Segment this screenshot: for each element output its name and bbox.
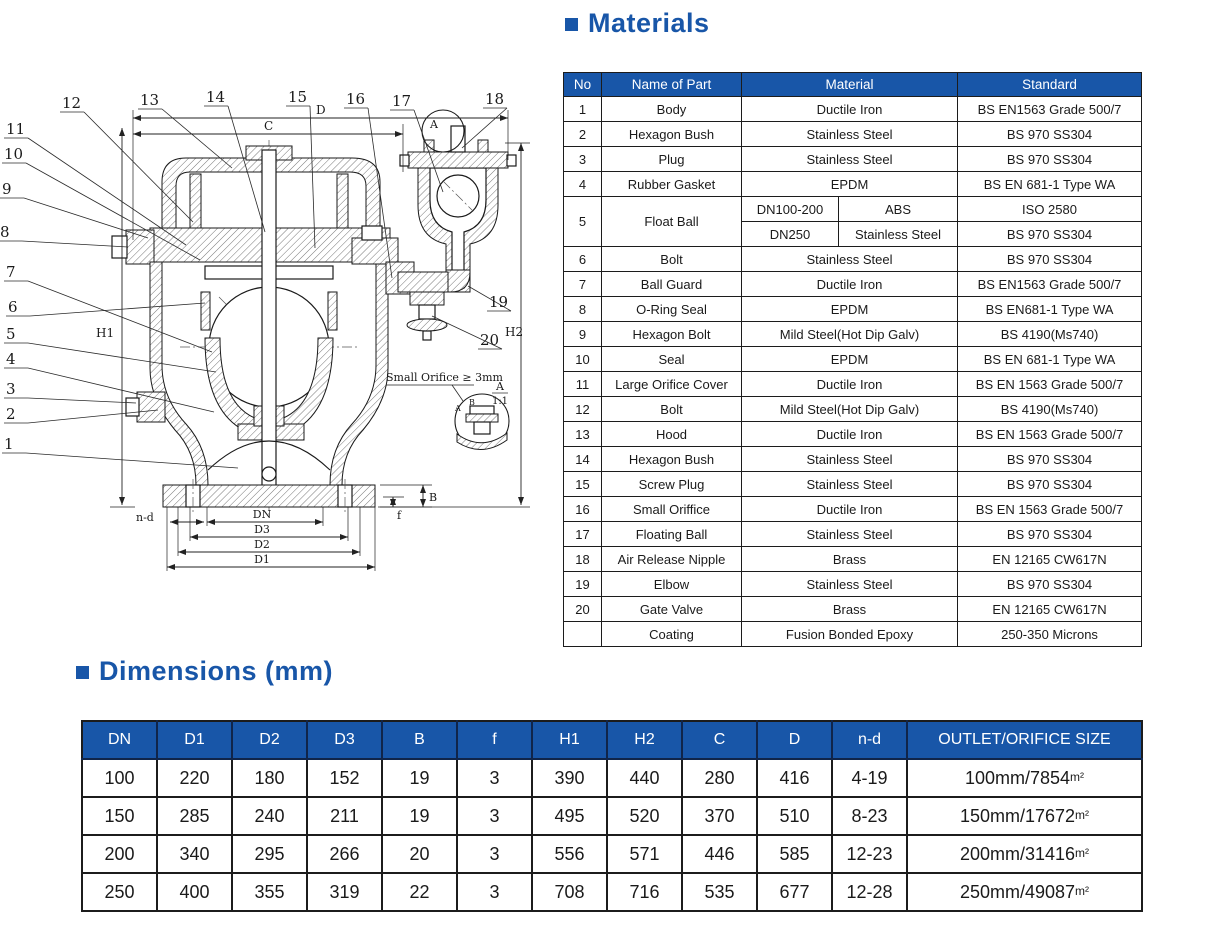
cell-dimension: 3 [457,797,532,835]
cell-dimension: 200mm/31416m² [907,835,1142,873]
cell-material: EPDM [742,297,958,322]
cell-no: 8 [564,297,602,322]
cell-no: 19 [564,572,602,597]
av-bolt-right [478,140,488,152]
col-header: OUTLET/ORIFICE SIZE [907,721,1142,759]
callout-number: 8 [0,223,10,241]
cell-part: Small Oriffice [602,497,742,522]
cell-dimension: 180 [232,759,307,797]
table-row [564,247,1142,272]
cell-part: Bolt [602,397,742,422]
cell-dimension: 22 [382,873,457,911]
square-bullet-icon [76,666,89,679]
section-a-label: A [430,118,438,131]
col-header-part: Name of Part [602,73,742,97]
cell-dimension: 3 [457,873,532,911]
cell-dimension: 285 [157,797,232,835]
dim-label-f: f [397,509,402,522]
cell-dimension: 4-19 [832,759,907,797]
cover-stud-left [190,174,201,236]
cell-dimension: 416 [757,759,832,797]
cell-no: 10 [564,347,602,372]
cell-dimension: 3 [457,835,532,873]
col-header: H2 [607,721,682,759]
cell-dimension: 150 [82,797,157,835]
small-orifice-detail [386,371,509,450]
callout-number: 1 [4,435,14,453]
cell-part: Floating Ball [602,522,742,547]
cell-no: 7 [564,272,602,297]
valve-technical-drawing [0,80,560,600]
cell-standard: BS EN1563 Grade 500/7 [958,97,1142,122]
cell-part: Bolt [602,247,742,272]
cell-material: ABS [839,197,958,222]
cell-part: Screw Plug [602,472,742,497]
dim-label-b: B [429,491,438,504]
cell-part: Ball Guard [602,272,742,297]
cell-material: EPDM [742,347,958,372]
cell-material: Stainless Steel [742,472,958,497]
materials-title [565,8,710,39]
cell-dimension: 220 [157,759,232,797]
cell-dimension: 19 [382,759,457,797]
cell-standard: BS 970 SS304 [958,472,1142,497]
cell-standard: BS EN 1563 Grade 500/7 [958,372,1142,397]
table-row [564,572,1142,597]
cell-part: Float Ball [602,197,742,247]
cell-standard: BS 970 SS304 [958,522,1142,547]
table-row [564,497,1142,522]
cell-part: Coating [602,622,742,647]
callout-leader [310,106,315,248]
callout-number: 13 [140,91,160,109]
cell-dimension: 340 [157,835,232,873]
cell-dimension: 152 [307,759,382,797]
cell-dimension: 319 [307,873,382,911]
detail-label: A [496,380,504,393]
cell-material: Stainless Steel [742,247,958,272]
callout-number: 12 [62,94,82,112]
cell-standard: EN 12165 CW617N [958,597,1142,622]
cell-dimension: 390 [532,759,607,797]
cell-part: Plug [602,147,742,172]
table-row [564,447,1142,472]
cell-no: 9 [564,322,602,347]
table-row [564,172,1142,197]
cell-dimension: 240 [232,797,307,835]
table-row [564,622,1142,647]
square-meter-unit: m² [1075,883,1090,898]
cell-no [564,622,602,647]
callout-leader [28,281,212,352]
cell-dimension: 100 [82,759,157,797]
col-header: B [382,721,457,759]
cell-material: Stainless Steel [742,122,958,147]
cell-no: 14 [564,447,602,472]
cell-standard: BS EN 1563 Grade 500/7 [958,422,1142,447]
cell-standard: BS 970 SS304 [958,222,1142,247]
cell-dimension: 150mm/17672m² [907,797,1142,835]
callout-number: 7 [6,263,16,281]
cell-part: Rubber Gasket [602,172,742,197]
cell-material: Brass [742,547,958,572]
dim-label-dn: DN [252,508,272,521]
cell-part: Hexagon Bush [602,122,742,147]
cell-standard: BS 970 SS304 [958,247,1142,272]
col-header: D [757,721,832,759]
cell-dimension: 440 [607,759,682,797]
cell-material: Mild Steel(Hot Dip Galv) [742,322,958,347]
callout-number: 18 [485,90,505,108]
cell-standard: BS EN 1563 Grade 500/7 [958,497,1142,522]
table-row [564,597,1142,622]
dim-label-nd: n-d [136,511,154,524]
col-header: DN [82,721,157,759]
cell-standard: BS 970 SS304 [958,572,1142,597]
stem-ball-end [262,467,276,481]
cell-no: 3 [564,147,602,172]
cell-no: 20 [564,597,602,622]
table-row [564,322,1142,347]
cell-part: Elbow [602,572,742,597]
table-row [564,272,1142,297]
cell-no: 13 [564,422,602,447]
cell-no: 4 [564,172,602,197]
callout-number: 19 [489,293,509,311]
cell-dimension: 355 [232,873,307,911]
callout-number: 5 [6,325,16,343]
av-flange [408,152,508,168]
callout-number: 3 [6,380,16,398]
square-meter-unit: m² [1070,769,1085,784]
body-wall-left [150,262,208,485]
cell-dn-range: DN250 [742,222,839,247]
cell-standard: BS EN681-1 Type WA [958,297,1142,322]
cell-dimension: 400 [157,873,232,911]
cell-no: 6 [564,247,602,272]
table-row [564,97,1142,122]
cell-dimension: 571 [607,835,682,873]
table-row [564,422,1142,447]
cell-no: 16 [564,497,602,522]
small-orifice-note: Small Orifice ≥ 3mm [386,371,503,384]
cell-material: Ductile Iron [742,422,958,447]
screw-plug-boss [352,238,398,264]
cell-material: EPDM [742,172,958,197]
callout-number: 6 [8,298,18,316]
cell-dimension: 19 [382,797,457,835]
square-meter-unit: m² [1075,845,1090,860]
detail-inner-b: B [469,398,475,407]
tee-fitting [410,292,444,305]
cell-no: 2 [564,122,602,147]
cell-no: 12 [564,397,602,422]
col-header: C [682,721,757,759]
cell-dimension: 3 [457,759,532,797]
cell-part: Seal [602,347,742,372]
callout-number: 20 [480,331,500,349]
cell-standard: BS 4190(Ms740) [958,322,1142,347]
cell-dimension: 295 [232,835,307,873]
table-row [564,522,1142,547]
cell-part: Hexagon Bolt [602,322,742,347]
cell-dimension: 266 [307,835,382,873]
cell-no: 17 [564,522,602,547]
cell-standard: BS EN1563 Grade 500/7 [958,272,1142,297]
cell-dimension: 556 [532,835,607,873]
col-header: H1 [532,721,607,759]
cell-dimension: 585 [757,835,832,873]
dimensions-title [76,656,333,687]
cell-standard: ISO 2580 [958,197,1142,222]
table-row [82,873,1142,911]
cell-standard: BS EN 681-1 Type WA [958,172,1142,197]
cell-material: Brass [742,597,958,622]
connecting-pipe [398,272,448,292]
av-lug-left [400,155,409,166]
col-header: f [457,721,532,759]
table-row [564,347,1142,372]
callout-leader [30,303,205,316]
cell-dimension: 250 [82,873,157,911]
cell-part: Body [602,97,742,122]
cell-dimension: 250mm/49087m² [907,873,1142,911]
cell-dn-range: DN100-200 [742,197,839,222]
cell-part: O-Ring Seal [602,297,742,322]
cell-dimension: 510 [757,797,832,835]
cell-no: 15 [564,472,602,497]
cell-no: 5 [564,197,602,247]
cell-dimension: 200 [82,835,157,873]
cell-part: Hexagon Bush [602,447,742,472]
callout-number: 10 [4,145,24,163]
dim-label-d1: D1 [254,553,270,566]
table-row [564,547,1142,572]
cell-dimension: 211 [307,797,382,835]
dim-label-d: D [316,103,326,117]
cell-material: Stainless Steel [742,522,958,547]
col-header: D1 [157,721,232,759]
table-row [564,197,1142,222]
callout-number: 2 [6,405,16,423]
detail-scale: 1:1 [491,396,509,407]
cell-no: 11 [564,372,602,397]
plug-boss [137,392,165,422]
table-row [82,835,1142,873]
gate-valve-stem [419,305,435,319]
cell-dimension: 716 [607,873,682,911]
callout-number: 17 [392,92,412,110]
callout-number: 16 [346,90,366,108]
cell-standard: BS 970 SS304 [958,122,1142,147]
cell-material: Stainless Steel [742,447,958,472]
callout-leader [24,198,148,238]
cell-material: Stainless Steel [742,147,958,172]
square-bullet-icon [565,18,578,31]
valve-body-section [112,146,414,513]
callout-leader [28,398,136,403]
materials-title-text: Materials [588,8,710,38]
col-header-material: Material [742,73,958,97]
cell-dimension: 535 [682,873,757,911]
col-header: D3 [307,721,382,759]
center-stem [262,150,276,500]
callout-number: 9 [2,180,12,198]
cell-material: Fusion Bonded Epoxy [742,622,958,647]
callout-number: 14 [206,88,226,106]
dimensions-table [81,720,1143,912]
materials-table [563,72,1142,647]
cell-material: Ductile Iron [742,97,958,122]
cell-dimension: 12-23 [832,835,907,873]
callout-leader [28,368,214,412]
col-header-standard: Standard [958,73,1142,97]
cell-dimension: 495 [532,797,607,835]
cell-part: Gate Valve [602,597,742,622]
cell-dimension: 708 [532,873,607,911]
body-wall-right [330,262,388,485]
dim-label-h1: H1 [96,326,115,340]
callout-number: 11 [6,120,26,138]
table-row [564,297,1142,322]
cell-part: Air Release Nipple [602,547,742,572]
cell-material: Mild Steel(Hot Dip Galv) [742,397,958,422]
cell-dimension: 280 [682,759,757,797]
cell-material: Ductile Iron [742,272,958,297]
cell-no: 18 [564,547,602,572]
table-row [564,122,1142,147]
materials-header-row [564,73,1142,97]
table-row [564,397,1142,422]
square-meter-unit: m² [1075,807,1090,822]
col-header-no: No [564,73,602,97]
cell-material: Stainless Steel [839,222,958,247]
table-row [82,797,1142,835]
cell-standard: 250-350 Microns [958,622,1142,647]
cell-dimension: 677 [757,873,832,911]
dim-label-d3: D3 [254,523,270,536]
dim-label-h2: H2 [505,325,524,339]
cell-part: Large Orifice Cover [602,372,742,397]
callout-leader [26,453,238,468]
small-stud-right [328,292,337,330]
dimensions-header-row [82,721,1142,759]
gate-valve-tail [423,331,431,340]
cell-material: Ductile Iron [742,497,958,522]
dimensions-title-text: Dimensions (mm) [99,656,334,686]
cell-dimension: 20 [382,835,457,873]
cell-material: Ductile Iron [742,372,958,397]
screw-plug [362,226,382,240]
table-row [564,147,1142,172]
dim-label-d2: D2 [254,538,270,551]
cell-material: Stainless Steel [742,572,958,597]
table-row [564,372,1142,397]
callout-number: 15 [288,88,308,106]
col-header: n-d [832,721,907,759]
small-stud-left [201,292,210,330]
cover-stud-right [337,174,348,236]
cell-dimension: 520 [607,797,682,835]
cell-dimension: 100mm/7854m² [907,759,1142,797]
gate-valve-handwheel [407,319,447,331]
cell-dimension: 370 [682,797,757,835]
cell-standard: BS EN 681-1 Type WA [958,347,1142,372]
cell-part: Hood [602,422,742,447]
detail-inner-a: A [455,404,461,413]
cell-standard: BS 970 SS304 [958,447,1142,472]
cell-standard: BS 970 SS304 [958,147,1142,172]
col-header: D2 [232,721,307,759]
cell-dimension: 12-28 [832,873,907,911]
callout-number: 4 [6,350,16,368]
table-row [82,759,1142,797]
cell-dimension: 8-23 [832,797,907,835]
cell-standard: EN 12165 CW617N [958,547,1142,572]
cell-dimension: 446 [682,835,757,873]
cell-standard: BS 4190(Ms740) [958,397,1142,422]
table-row [564,472,1142,497]
dim-label-c: C [264,119,274,133]
cell-no: 1 [564,97,602,122]
